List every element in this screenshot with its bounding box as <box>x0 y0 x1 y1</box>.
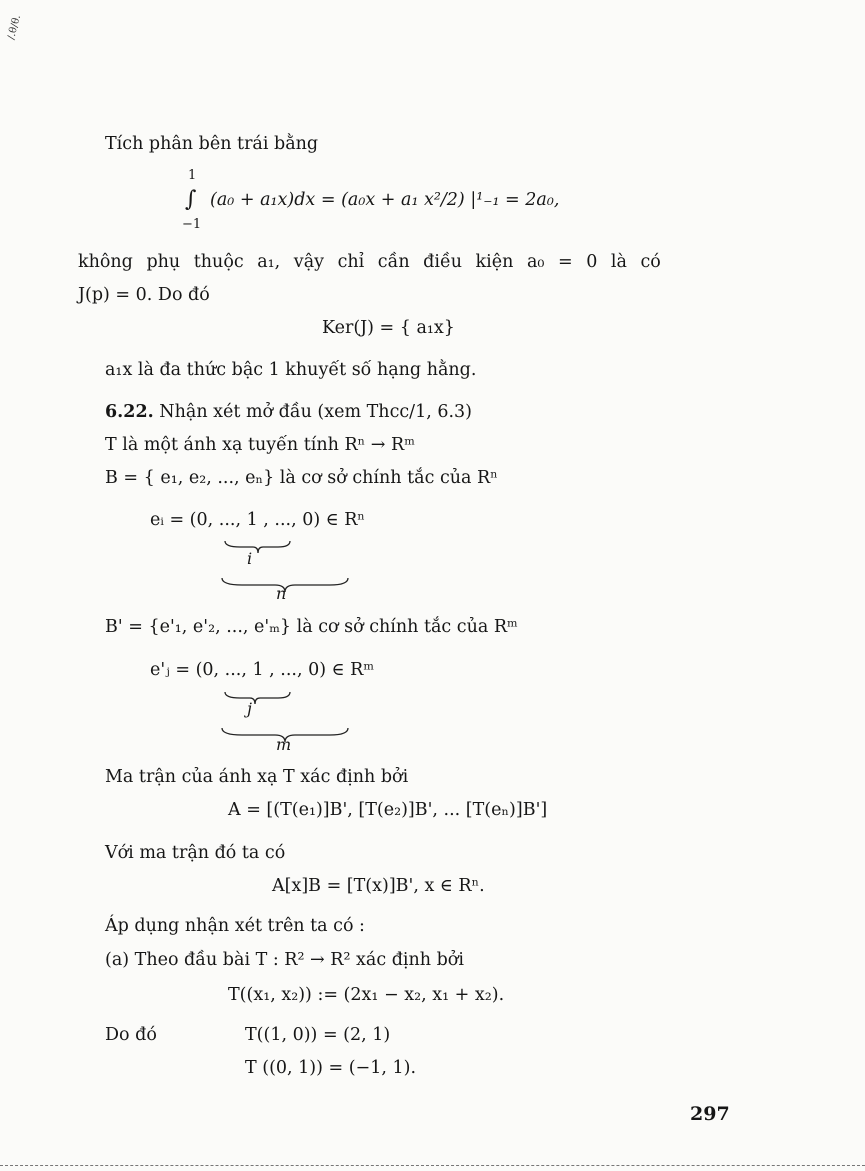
integral-expression: (a₀ + a₁x)dx = (a₀x + a₁ x²/2) |¹₋₁ = 2a₀, <box>210 190 560 210</box>
section-title: Nhận xét mở đầu (xem Thcc/1, 6.3) <box>159 402 472 422</box>
line-t-10: T((1, 0)) = (2, 1) <box>245 1025 391 1045</box>
line-ej-vector: e'ⱼ = (0, ..., 1 , ..., 0) ∈ Rᵐ <box>150 660 375 680</box>
paragraph-condition: không phụ thuộc a₁, vậy chỉ cần điều kiện a₀ = 0 là có <box>78 252 661 272</box>
kernel-equation: Ker(J) = { a₁x} <box>322 318 455 338</box>
section-number: 6.22. <box>105 402 154 422</box>
line-map-def: T((x₁, x₂)) := (2x₁ − x₂, x₁ + x₂). <box>228 985 505 1005</box>
brace-m-label: m <box>276 735 292 754</box>
line-ei-vector: eᵢ = (0, ..., 1 , ..., 0) ∈ Rⁿ <box>150 510 365 530</box>
line-linear-map: T là một ánh xạ tuyến tính Rⁿ → Rᵐ <box>105 435 415 455</box>
page-number: 297 <box>690 1103 730 1125</box>
integral-sign: ∫ <box>185 187 197 212</box>
integral-upper-limit: 1 <box>188 168 197 183</box>
paragraph-condition-cont: J(p) = 0. Do đó <box>78 285 210 305</box>
brace-i <box>225 541 290 553</box>
integral-lower-limit: −1 <box>182 217 202 232</box>
bottom-border <box>0 1165 865 1166</box>
line-basis-rn: B = { e₁, e₂, ..., eₙ} là cơ sở chính tắc của Rⁿ <box>105 468 498 488</box>
line-apply: Áp dụng nhận xét trên ta có : <box>105 916 365 936</box>
line-matrix-equation: A[x]B = [T(x)]B', x ∈ Rⁿ. <box>272 876 485 896</box>
margin-handwriting: ∕.θ∕θ. <box>6 13 24 41</box>
line-basis-rm: B' = {e'₁, e'₂, ..., e'ₘ} là cơ sở chính tắc của Rᵐ <box>105 617 518 637</box>
label-do-do: Do đó <box>105 1025 157 1045</box>
line-part-a: (a) Theo đầu bài T : R² → R² xác định bởi <box>105 950 464 970</box>
brace-i-label: i <box>247 549 253 568</box>
line-with-matrix: Với ma trận đó ta có <box>105 843 286 863</box>
brace-j <box>225 692 290 704</box>
line-t-01: T ((0, 1)) = (−1, 1). <box>245 1058 417 1078</box>
brace-n-label: n <box>276 584 287 603</box>
paragraph-intro: Tích phân bên trái bằng <box>105 134 319 154</box>
line-matrix-def: A = [(T(e₁)]B', [T(e₂)]B', ... [T(eₙ)]B'] <box>228 800 548 820</box>
paragraph-polynomial: a₁x là đa thức bậc 1 khuyết số hạng hằng. <box>105 360 477 380</box>
line-matrix-intro: Ma trận của ánh xạ T xác định bởi <box>105 767 409 787</box>
brace-j-label: j <box>247 699 252 718</box>
